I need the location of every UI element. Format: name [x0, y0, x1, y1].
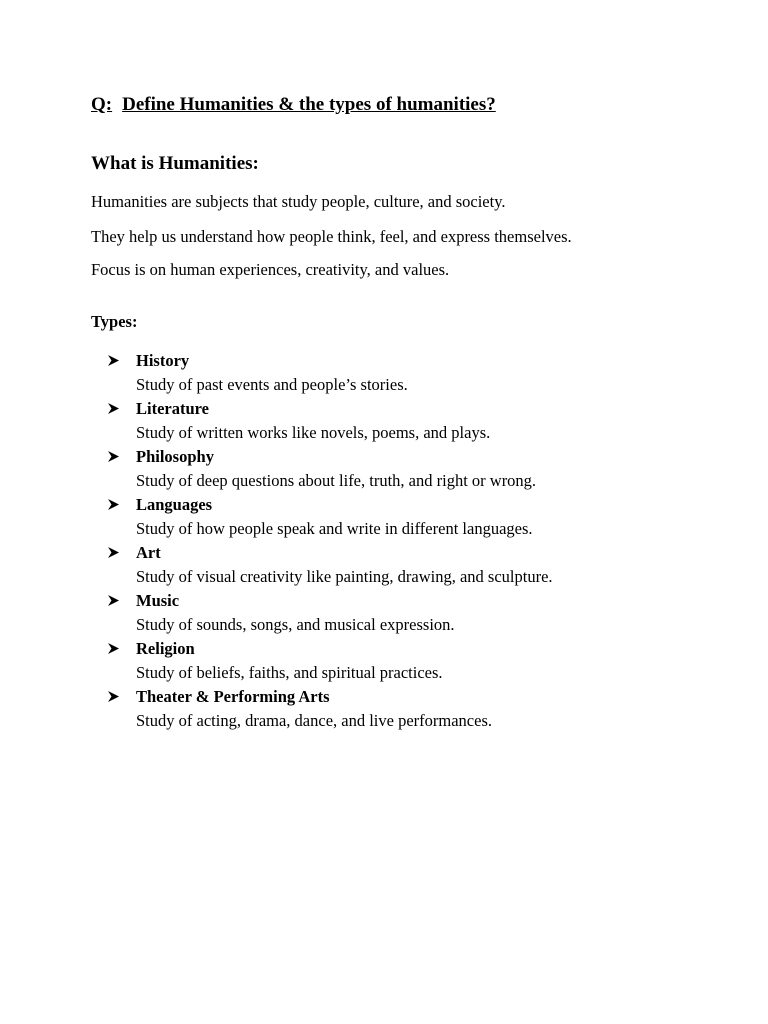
arrowhead-bullet-icon	[107, 498, 120, 511]
arrowhead-bullet-icon	[107, 450, 120, 463]
types-label: Types:	[91, 312, 138, 331]
type-description: Study of deep questions about life, truth, and right or wrong.	[136, 471, 537, 490]
arrowhead-bullet-icon	[107, 546, 120, 559]
type-item-languages	[107, 493, 553, 541]
arrowhead-bullet-icon	[107, 402, 120, 415]
question-text: Define Humanities & the types of humanities?	[122, 94, 496, 115]
type-name: Theater & Performing Arts	[136, 687, 330, 706]
type-item-music	[107, 589, 553, 637]
type-name: Literature	[136, 399, 210, 418]
type-item-theater	[107, 685, 553, 733]
type-description: Study of visual creativity like painting, drawing, and sculpture.	[136, 567, 553, 586]
type-item-history	[107, 349, 553, 397]
type-item-religion	[107, 637, 553, 685]
type-name: Philosophy	[136, 447, 214, 466]
type-name: Languages	[136, 495, 213, 514]
type-item-literature	[107, 397, 553, 445]
arrowhead-bullet-icon	[107, 690, 120, 703]
question-title	[91, 94, 496, 116]
type-description: Study of sounds, songs, and musical expression.	[136, 615, 455, 634]
type-description: Study of beliefs, faiths, and spiritual practices.	[136, 663, 443, 682]
type-name: Art	[136, 543, 161, 562]
type-description: Study of how people speak and write in different languages.	[136, 519, 533, 538]
paragraph-purpose: They help us understand how people think, feel, and express themselves.	[91, 227, 572, 246]
type-name: History	[136, 351, 190, 370]
type-description: Study of acting, drama, dance, and live performances.	[136, 711, 492, 730]
section-heading: What is Humanities:	[91, 153, 259, 174]
type-description: Study of written works like novels, poems, and plays.	[136, 423, 491, 442]
type-name: Music	[136, 591, 180, 610]
type-description: Study of past events and people’s stories.	[136, 375, 408, 394]
paragraph-definition: Humanities are subjects that study people, culture, and society.	[91, 192, 506, 211]
type-item-art	[107, 541, 553, 589]
types-list	[107, 349, 553, 733]
type-name: Religion	[136, 639, 195, 658]
arrowhead-bullet-icon	[107, 354, 120, 367]
question-label: Q:	[91, 94, 113, 115]
arrowhead-bullet-icon	[107, 642, 120, 655]
paragraph-focus: Focus is on human experiences, creativity, and values.	[91, 260, 450, 279]
arrowhead-bullet-icon	[107, 594, 120, 607]
type-item-philosophy	[107, 445, 553, 493]
